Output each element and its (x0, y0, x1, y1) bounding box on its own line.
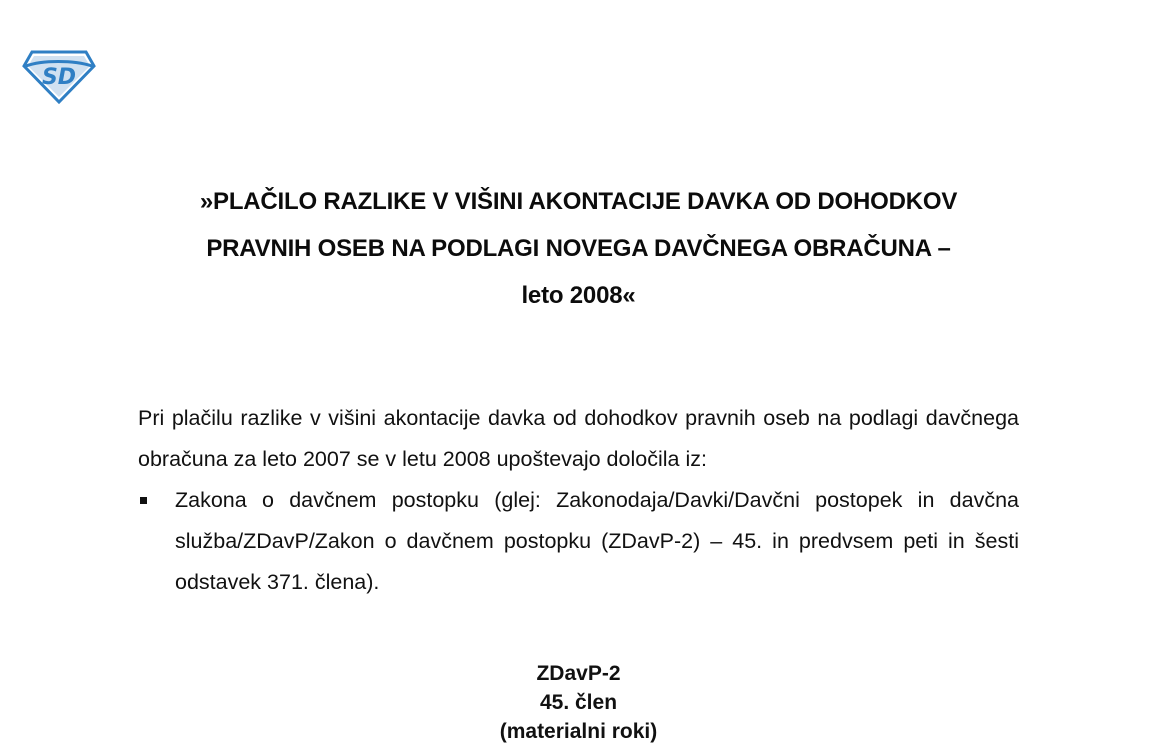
article-heading (0, 659, 1157, 746)
list-item-text: Zakona o davčnem postopku (glej: Zakonodaja/Davki/Davčni postopek in davčna služba/ZDavP/Zakon o davčnem postopku (ZDavP-2) – 45. in predvsem peti in šesti odstavek 371. člena). (175, 488, 1019, 594)
title-line-3: leto 2008« (521, 282, 636, 309)
title-line-1: »PLAČILO RAZLIKE V VIŠINI AKONTACIJE DAVKA OD DOHODKOV (199, 188, 958, 215)
logo-text: SD (41, 65, 77, 90)
article-law: ZDavP-2 (536, 662, 621, 685)
title-line-2: PRAVNIH OSEB NA PODLAGI NOVEGA DAVČNEGA OBRAČUNA – (206, 235, 951, 262)
bullet-icon (140, 497, 147, 504)
article-title: (materialni roki) (499, 720, 658, 743)
document-body (138, 398, 1019, 603)
logo-icon (22, 48, 96, 104)
list-item (138, 480, 1019, 603)
article-number: 45. člen (539, 691, 618, 714)
document-title (0, 178, 1157, 319)
intro-paragraph: Pri plačilu razlike v višini akontacije davka od dohodkov pravnih oseb na podlagi davčnega obračuna za leto 2007 se v letu 2008 upoštevajo določila iz: (138, 406, 1019, 471)
